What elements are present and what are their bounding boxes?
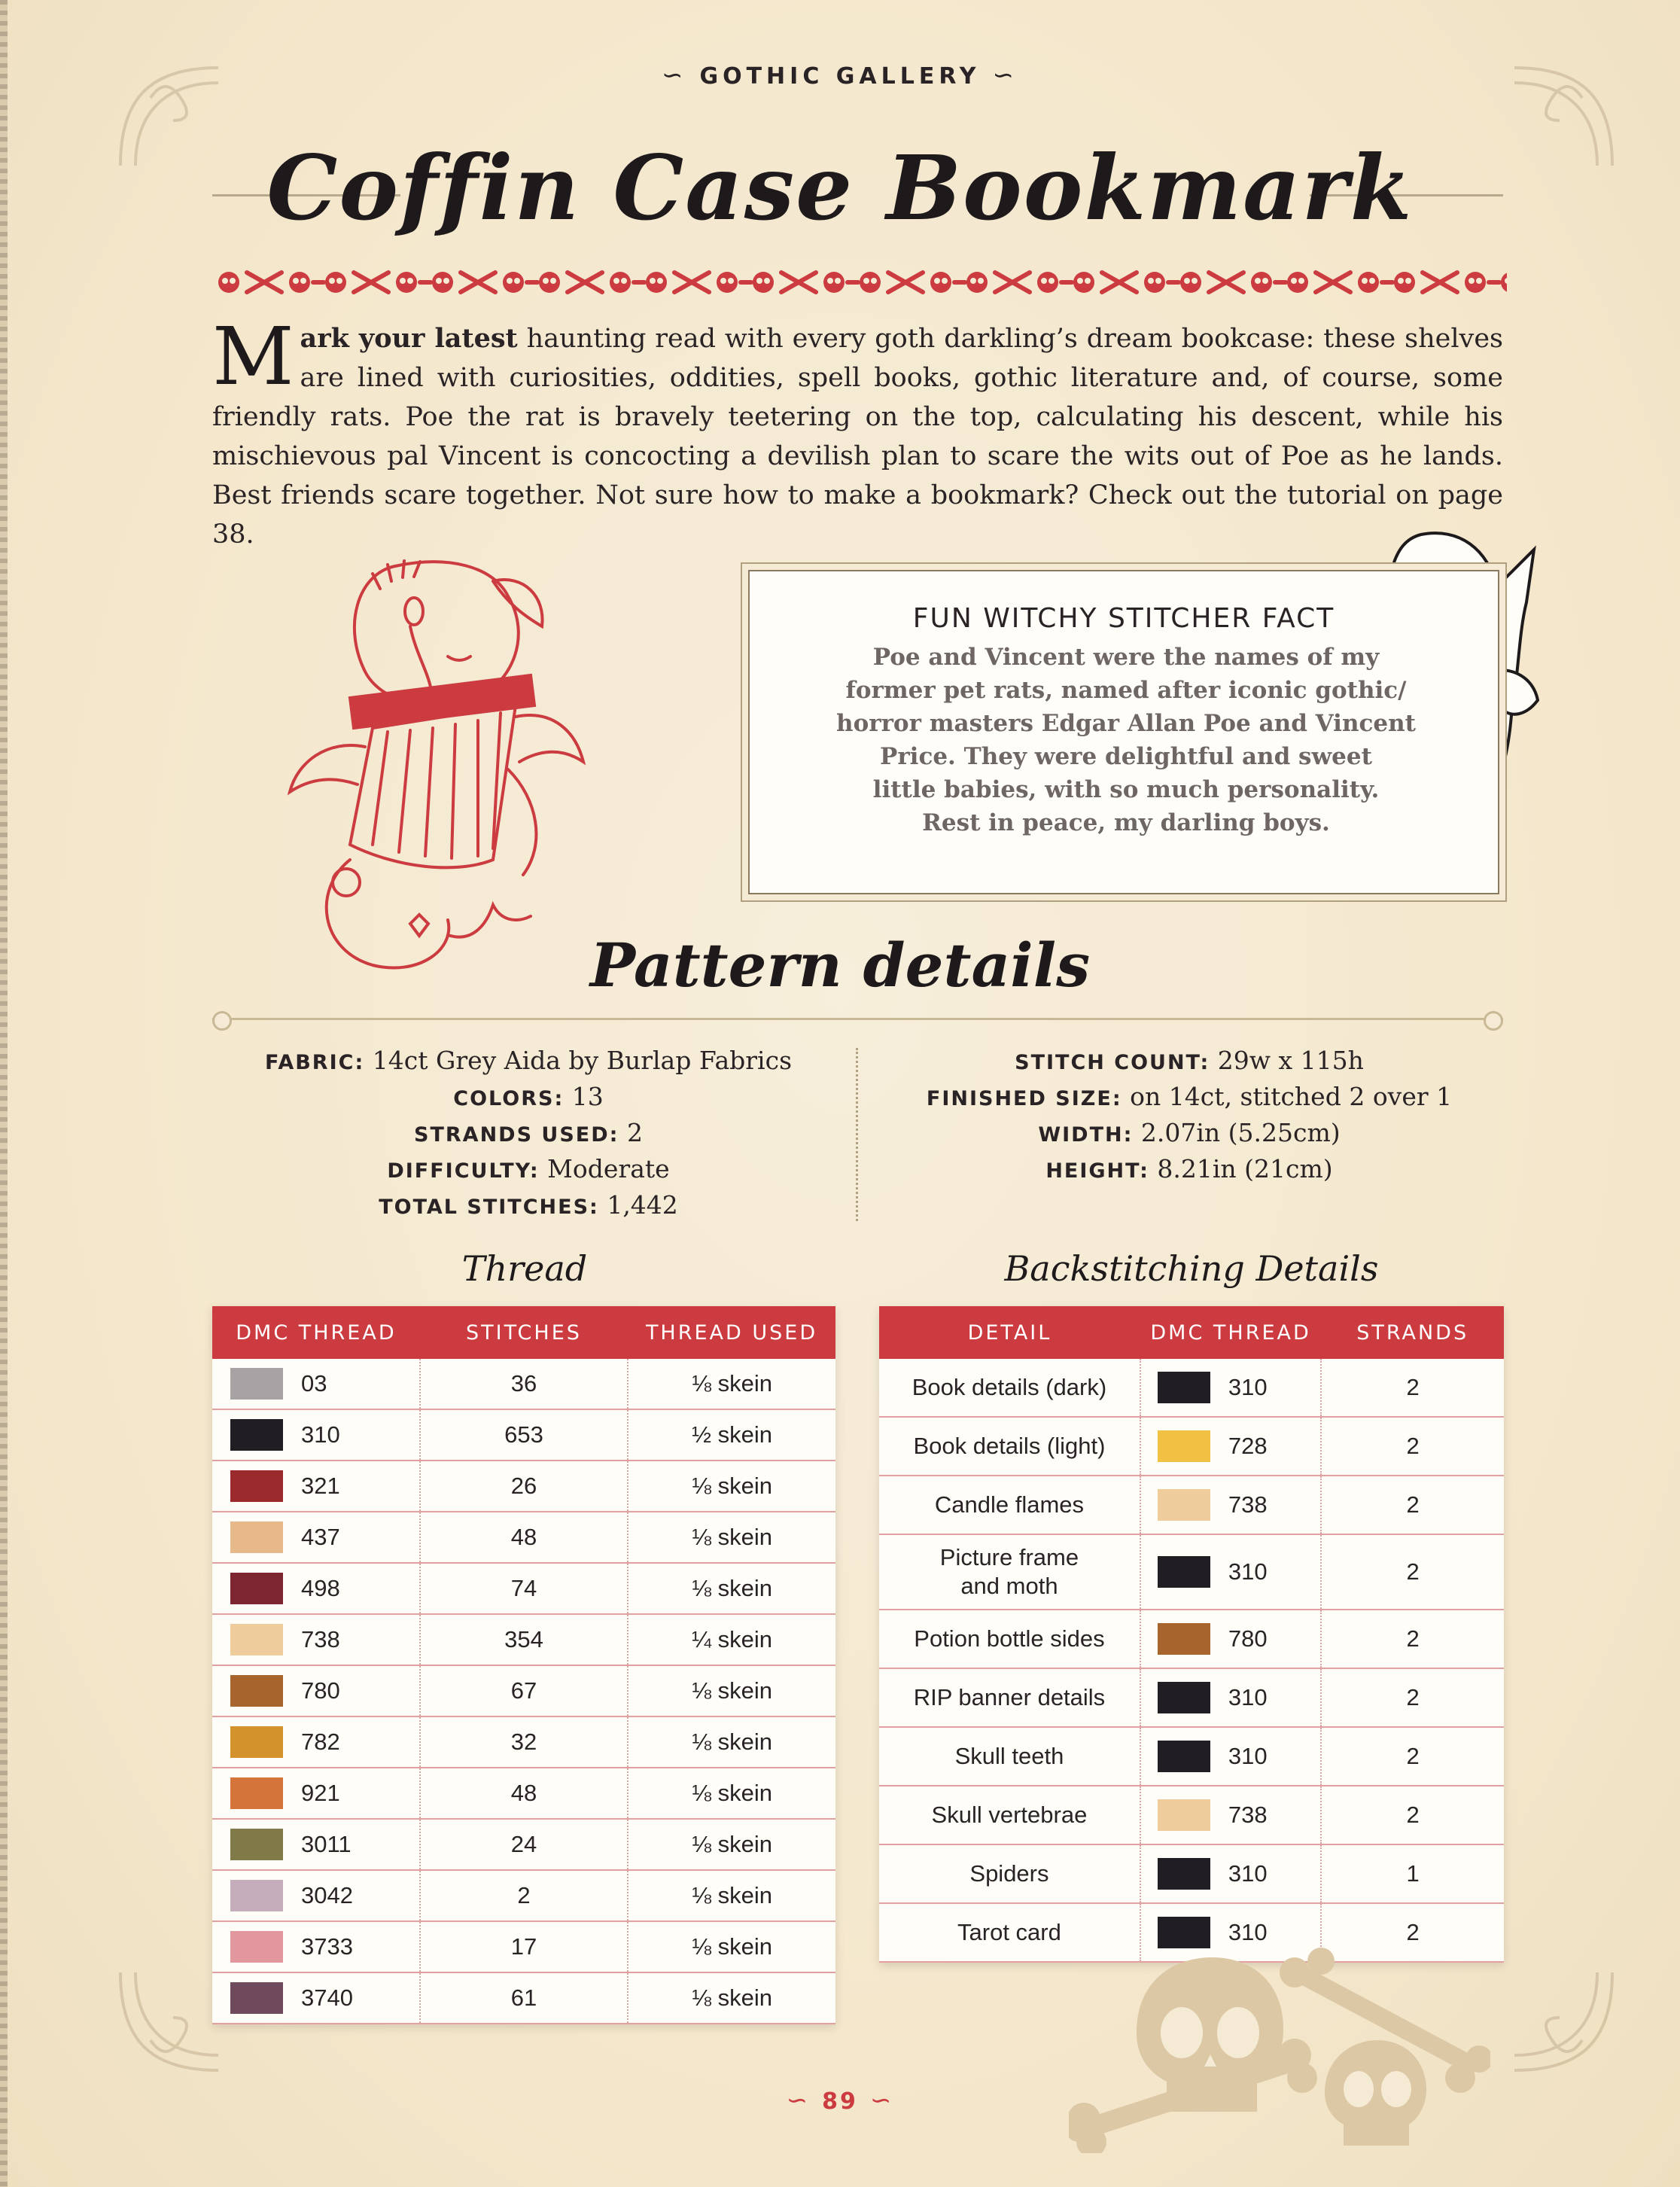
color-swatch — [230, 1624, 283, 1655]
detail-label: TOTAL STITCHES: — [379, 1196, 599, 1219]
fun-fact-line: Rest in peace, my darling boys. — [922, 809, 1330, 836]
skulls-and-bones-decoration — [1069, 1927, 1490, 2153]
color-swatch — [230, 1573, 283, 1604]
detail-label: STITCH COUNT: — [1015, 1051, 1210, 1074]
thread-used-cell: ⅛ skein — [628, 1665, 835, 1716]
details-divider — [856, 1048, 858, 1221]
dmc-code: 310 — [1228, 1860, 1268, 1887]
stitches-cell: 32 — [420, 1716, 628, 1768]
page-number: 89 — [822, 2088, 858, 2115]
color-swatch — [230, 1777, 283, 1809]
detail-text-line2: and moth — [960, 1573, 1058, 1599]
thread-row — [212, 1870, 835, 1921]
detail-row-height — [873, 1151, 1505, 1187]
color-swatch — [230, 1368, 283, 1400]
backstitch-row — [879, 1417, 1504, 1476]
thread-title: Thread — [461, 1248, 588, 1289]
detail-text: Skull vertebrae — [931, 1802, 1088, 1828]
dmc-code: 3042 — [301, 1882, 353, 1908]
thread-used-cell: ⅛ skein — [628, 1512, 835, 1563]
detail-label: COLORS: — [453, 1087, 565, 1110]
dmc-code: 921 — [301, 1780, 340, 1806]
dmc-thread-cell — [212, 1768, 420, 1819]
dmc-thread-cell — [212, 1921, 420, 1972]
detail-value: 2 — [619, 1118, 643, 1147]
dmc-code: 498 — [301, 1575, 340, 1601]
intro-text: haunting read with every goth darkling’s dream bookcase: these shelves are lined with curiosities, oddities, spell books, gothic literature and, of course, some friendly rats. Poe the rat is bravely teetering on the top, calculating his descent, while his mischievous pal Vincent is concocting a devilish plan to scare the wits out of Poe as he lands. Best friends scare together. Not sure how to make a bookmark? Check out the tutorial on page 38. — [212, 324, 1503, 550]
backstitch-row — [879, 1359, 1504, 1417]
dmc-code: 728 — [1228, 1433, 1268, 1459]
stitches-cell: 74 — [420, 1563, 628, 1614]
fun-fact-title: FUN WITCHY STITCHER FACT — [912, 603, 1335, 634]
dmc-thread-cell — [212, 1665, 420, 1716]
dmc-code: 782 — [301, 1729, 340, 1755]
color-swatch — [230, 1419, 283, 1451]
backstitch-row — [879, 1844, 1504, 1903]
backstitch-row — [879, 1727, 1504, 1786]
intro-dropcap: M — [212, 310, 294, 403]
dmc-code: 310 — [1228, 1374, 1268, 1400]
detail-text: Tarot card — [957, 1919, 1061, 1945]
dmc-thread-cell — [1140, 1727, 1321, 1786]
page-title: Coffin Case Bookmark — [266, 136, 1414, 240]
swirl-right-icon: ∽ — [992, 60, 1019, 90]
pattern-details-left — [212, 1043, 845, 1223]
column-header: STITCHES — [420, 1306, 628, 1359]
detail-row-finished-size — [873, 1079, 1505, 1115]
color-swatch — [1158, 1430, 1210, 1462]
thread-used-cell: ⅛ skein — [628, 1563, 835, 1614]
detail-cell — [879, 1476, 1140, 1534]
color-swatch — [230, 1470, 283, 1502]
dmc-code: 780 — [1228, 1625, 1268, 1652]
thread-used-cell: ⅛ skein — [628, 1870, 835, 1921]
dmc-thread-cell — [212, 1614, 420, 1665]
color-swatch — [1158, 1682, 1210, 1713]
detail-value: 8.21in (21cm) — [1149, 1154, 1333, 1183]
color-swatch — [230, 1880, 283, 1911]
dmc-code: 738 — [1228, 1802, 1268, 1828]
strands-cell: 2 — [1321, 1903, 1504, 1962]
detail-text: Picture frame — [939, 1544, 1079, 1570]
color-swatch — [230, 1521, 283, 1553]
column-header: STRANDS — [1321, 1306, 1504, 1359]
detail-value: Moderate — [539, 1154, 670, 1183]
dmc-code: 310 — [301, 1421, 340, 1448]
dmc-thread-cell — [1140, 1359, 1321, 1417]
detail-row-strands — [212, 1115, 845, 1151]
dmc-thread-cell — [212, 1972, 420, 2024]
thread-used-cell: ⅛ skein — [628, 1716, 835, 1768]
thread-row — [212, 1768, 835, 1819]
stitches-cell: 2 — [420, 1870, 628, 1921]
strands-cell: 2 — [1321, 1359, 1504, 1417]
section-label: GOTHIC GALLERY — [699, 63, 981, 90]
fun-fact-line: former pet rats, named after iconic gothic/ — [845, 677, 1407, 704]
skull-border-unit — [539, 272, 644, 293]
column-header: THREAD USED — [628, 1306, 835, 1359]
detail-text: Book details (light) — [913, 1433, 1106, 1459]
dmc-code: 310 — [1228, 1684, 1268, 1710]
dmc-code: 780 — [301, 1677, 340, 1704]
thread-used-cell: ⅛ skein — [628, 1819, 835, 1870]
skull-crossbones-border — [212, 256, 1507, 309]
swirl-right-icon: ∽ — [869, 2085, 894, 2115]
strands-cell: 2 — [1321, 1668, 1504, 1727]
detail-value: on 14ct, stitched 2 over 1 — [1122, 1082, 1453, 1111]
strands-cell: 2 — [1321, 1534, 1504, 1610]
detail-row-total-stitches — [212, 1187, 845, 1223]
fun-fact-line: Price. They were delightful and sweet — [880, 743, 1372, 770]
fun-fact-text — [780, 641, 1472, 839]
detail-row-width — [873, 1115, 1505, 1151]
page-footer — [0, 2085, 1680, 2115]
detail-text: Spiders — [969, 1860, 1049, 1887]
skull-border-unit — [218, 272, 324, 293]
pattern-details-right — [873, 1043, 1505, 1187]
detail-value: 29w x 115h — [1210, 1046, 1364, 1075]
dmc-thread-cell — [1140, 1534, 1321, 1610]
stitches-cell: 67 — [420, 1665, 628, 1716]
backstitch-row — [879, 1476, 1504, 1534]
column-header: DMC THREAD — [1140, 1306, 1321, 1359]
detail-cell — [879, 1786, 1140, 1844]
intro-bold-lead: ark your latest — [300, 323, 518, 354]
thread-row — [212, 1563, 835, 1614]
fun-fact-line: little babies, with so much personality. — [872, 776, 1380, 803]
dmc-thread-cell — [1140, 1786, 1321, 1844]
skull-border-unit — [1501, 272, 1507, 293]
detail-cell — [879, 1668, 1140, 1727]
pattern-details-title: Pattern details — [589, 930, 1091, 1001]
skull-border-unit — [1180, 272, 1286, 293]
dmc-code: 3011 — [301, 1831, 352, 1857]
dmc-code: 03 — [301, 1370, 327, 1397]
skull-border-unit — [646, 272, 751, 293]
color-swatch — [1158, 1623, 1210, 1655]
stitches-cell: 48 — [420, 1512, 628, 1563]
thread-row — [212, 1921, 835, 1972]
thread-table-header — [212, 1306, 835, 1359]
detail-label: STRANDS USED: — [414, 1123, 619, 1147]
color-swatch — [1158, 1372, 1210, 1403]
detail-label: FINISHED SIZE: — [926, 1087, 1122, 1110]
dmc-thread-cell — [1140, 1844, 1321, 1903]
section-header — [0, 60, 1680, 90]
skull-border-unit — [1287, 272, 1392, 293]
detail-text: RIP banner details — [913, 1684, 1106, 1710]
detail-cell — [879, 1727, 1140, 1786]
stitches-cell: 354 — [420, 1614, 628, 1665]
thread-row — [212, 1409, 835, 1461]
stitches-cell: 48 — [420, 1768, 628, 1819]
thread-row — [212, 1716, 835, 1768]
dmc-thread-cell — [212, 1870, 420, 1921]
thread-row — [212, 1614, 835, 1665]
thread-row — [212, 1359, 835, 1409]
rat-illustration — [267, 544, 598, 980]
backstitch-title: Backstitching Details — [1004, 1248, 1379, 1289]
skull-border-unit — [753, 272, 858, 293]
stitches-cell: 61 — [420, 1972, 628, 2024]
dmc-code: 3740 — [301, 1984, 353, 2011]
thread-used-cell: ⅛ skein — [628, 1768, 835, 1819]
dmc-thread-cell — [212, 1512, 420, 1563]
dmc-thread-cell — [212, 1819, 420, 1870]
color-swatch — [1158, 1489, 1210, 1521]
color-swatch — [1158, 1556, 1210, 1588]
dmc-code: 310 — [1228, 1919, 1268, 1945]
detail-text: Skull teeth — [954, 1743, 1064, 1769]
strands-cell: 2 — [1321, 1610, 1504, 1668]
thread-used-cell: ¼ skein — [628, 1614, 835, 1665]
color-swatch — [230, 1726, 283, 1758]
detail-row-colors — [212, 1079, 845, 1115]
stitches-cell: 653 — [420, 1409, 628, 1461]
dmc-thread-cell — [1140, 1610, 1321, 1668]
dmc-thread-cell — [212, 1461, 420, 1512]
stitches-cell: 24 — [420, 1819, 628, 1870]
strands-cell: 1 — [1321, 1844, 1504, 1903]
color-swatch — [1158, 1741, 1210, 1772]
thread-table — [212, 1306, 835, 2024]
dmc-code: 738 — [1228, 1491, 1268, 1518]
detail-label: DIFFICULTY: — [387, 1159, 540, 1183]
detail-cell — [879, 1610, 1140, 1668]
dmc-code: 437 — [301, 1524, 340, 1550]
detail-text: Candle flames — [934, 1491, 1085, 1518]
color-swatch — [230, 1675, 283, 1707]
detail-label: FABRIC: — [264, 1051, 365, 1074]
column-header: DETAIL — [879, 1306, 1140, 1359]
detail-text: Potion bottle sides — [914, 1625, 1105, 1652]
dmc-thread-cell — [1140, 1668, 1321, 1727]
detail-cell — [879, 1534, 1140, 1610]
dmc-thread-cell — [212, 1716, 420, 1768]
detail-value: 13 — [564, 1082, 604, 1111]
thread-row — [212, 1461, 835, 1512]
skull-border-unit — [1394, 272, 1499, 293]
backstitch-row — [879, 1534, 1504, 1610]
color-swatch — [1158, 1858, 1210, 1890]
thread-row — [212, 1512, 835, 1563]
backstitch-row — [879, 1610, 1504, 1668]
page-spine — [0, 0, 8, 2187]
dmc-code: 3733 — [301, 1933, 353, 1960]
detail-label: HEIGHT: — [1045, 1159, 1149, 1183]
backstitch-table — [879, 1306, 1504, 1963]
detail-text: Book details (dark) — [912, 1374, 1107, 1400]
detail-value: 14ct Grey Aida by Burlap Fabrics — [364, 1046, 793, 1075]
fun-fact-line: horror masters Edgar Allan Poe and Vincent — [836, 710, 1416, 737]
strands-cell: 2 — [1321, 1417, 1504, 1476]
detail-label: WIDTH: — [1038, 1123, 1134, 1147]
thread-used-cell: ⅛ skein — [628, 1921, 835, 1972]
detail-cell — [879, 1844, 1140, 1903]
dmc-code: 738 — [301, 1626, 340, 1652]
stitches-cell: 17 — [420, 1921, 628, 1972]
dmc-code: 321 — [301, 1473, 340, 1499]
detail-cell — [879, 1359, 1140, 1417]
dmc-thread-cell — [1140, 1417, 1321, 1476]
thread-used-cell: ⅛ skein — [628, 1359, 835, 1409]
thread-row — [212, 1819, 835, 1870]
detail-cell — [879, 1417, 1140, 1476]
skull-border-unit — [1073, 272, 1179, 293]
detail-row-fabric — [212, 1043, 845, 1079]
strands-cell: 2 — [1321, 1476, 1504, 1534]
fun-fact-line: Poe and Vincent were the names of my — [872, 644, 1380, 671]
color-swatch — [1158, 1799, 1210, 1831]
stitches-cell: 26 — [420, 1461, 628, 1512]
thread-used-cell: ⅛ skein — [628, 1461, 835, 1512]
thread-used-cell: ⅛ skein — [628, 1972, 835, 2024]
color-swatch — [230, 1829, 283, 1860]
skull-border-unit — [860, 272, 965, 293]
detail-row-stitch-count — [873, 1043, 1505, 1079]
color-swatch — [230, 1982, 283, 2014]
skull-border-unit — [325, 272, 431, 293]
thread-used-cell: ½ skein — [628, 1409, 835, 1461]
swirl-left-icon: ∽ — [661, 60, 688, 90]
detail-value: 1,442 — [598, 1190, 678, 1220]
swirl-left-icon: ∽ — [786, 2085, 811, 2115]
thread-row — [212, 1665, 835, 1716]
backstitch-table-header — [879, 1306, 1504, 1359]
strands-cell: 2 — [1321, 1727, 1504, 1786]
strands-cell: 2 — [1321, 1786, 1504, 1844]
backstitch-row — [879, 1668, 1504, 1727]
dmc-code: 310 — [1228, 1743, 1268, 1769]
color-swatch — [230, 1931, 283, 1963]
backstitch-row — [879, 1786, 1504, 1844]
dmc-thread-cell — [212, 1409, 420, 1461]
detail-row-difficulty — [212, 1151, 845, 1187]
pattern-details-rule — [212, 1018, 1503, 1020]
dmc-thread-cell — [212, 1359, 420, 1409]
corner-flourish-bottom-right — [1499, 1957, 1627, 2085]
stitches-cell: 36 — [420, 1359, 628, 1409]
dmc-thread-cell — [212, 1563, 420, 1614]
thread-row — [212, 1972, 835, 2024]
skull-border-unit — [966, 272, 1072, 293]
dmc-code: 310 — [1228, 1558, 1268, 1585]
skull-border-unit — [432, 272, 537, 293]
dmc-thread-cell — [1140, 1476, 1321, 1534]
detail-value: 2.07in (5.25cm) — [1133, 1118, 1341, 1147]
column-header: DMC THREAD — [212, 1306, 420, 1359]
fun-fact-box — [748, 570, 1499, 894]
